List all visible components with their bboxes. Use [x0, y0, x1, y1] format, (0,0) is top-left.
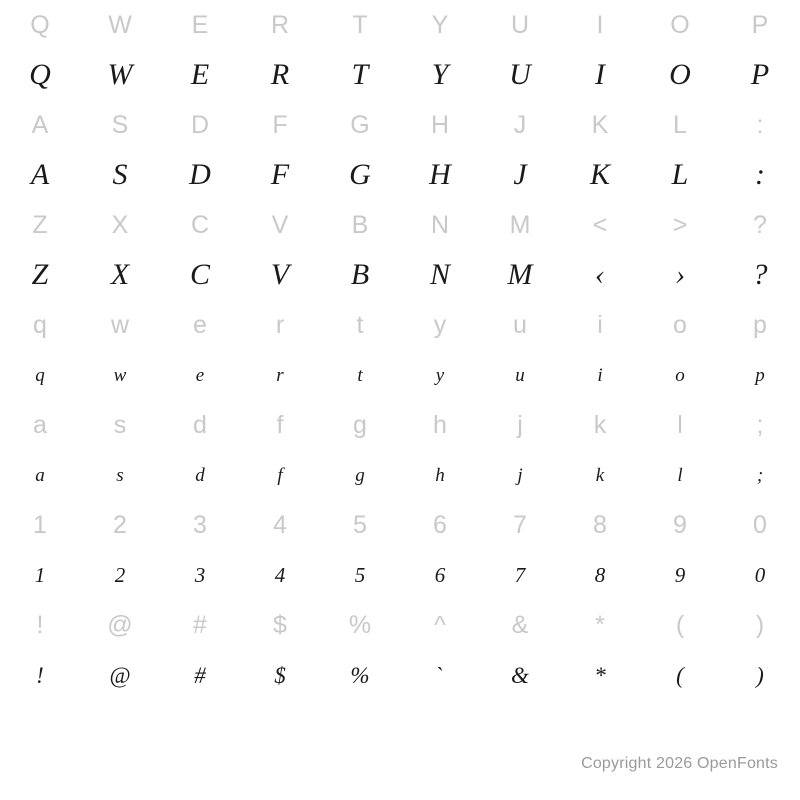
key-label: !: [36, 610, 44, 639]
glyph-sample: &: [511, 662, 529, 688]
key-label: D: [190, 110, 210, 139]
glyph-sample: k: [595, 464, 605, 486]
glyph-sample: ›: [675, 258, 685, 291]
key-label: @: [107, 610, 133, 639]
key-label: V: [271, 210, 289, 239]
glyph-sample: q: [35, 364, 45, 386]
key-label: F: [272, 110, 288, 139]
glyph-sample: f: [277, 464, 283, 486]
glyph-sample: @: [109, 662, 131, 688]
glyph-sample: 5: [354, 562, 366, 587]
glyph-sample: e: [195, 364, 205, 386]
glyph-sample: ;: [756, 464, 764, 486]
glyph-sample: 1: [34, 562, 46, 587]
key-label: Y: [431, 10, 449, 39]
key-label: $: [273, 610, 287, 639]
glyph-sample: h: [435, 464, 445, 486]
glyph-sample: K: [589, 158, 610, 191]
key-label: #: [193, 610, 207, 639]
key-label: H: [430, 110, 450, 139]
glyph-sample: 8: [594, 562, 606, 587]
key-label: K: [591, 110, 609, 139]
glyph-sample: p: [755, 364, 765, 386]
glyph-sample: a: [35, 464, 45, 486]
key-label: k: [593, 410, 607, 439]
glyph-sample: l: [677, 464, 683, 486]
key-label: (: [675, 610, 685, 639]
glyph-sample: N: [429, 258, 450, 291]
key-label: I: [596, 10, 604, 39]
glyph-sample: J: [513, 158, 527, 191]
glyph-sample: X: [110, 258, 130, 291]
glyph-sample: !: [36, 662, 44, 688]
glyph-sample: 2: [114, 562, 126, 587]
glyph-sample: 6: [434, 562, 446, 587]
key-label: Z: [32, 210, 48, 239]
glyph-sample: (: [676, 662, 684, 688]
key-label: w: [110, 310, 130, 339]
key-label: 0: [753, 510, 767, 539]
key-label: g: [353, 410, 367, 439]
key-label: j: [517, 410, 523, 439]
key-label: *: [595, 610, 605, 639]
key-label: 3: [193, 510, 207, 539]
glyph-sample: i: [597, 364, 603, 386]
glyph-sample: #: [194, 662, 206, 688]
glyph-sample: I: [595, 58, 605, 91]
glyph-sample: *: [594, 662, 606, 688]
key-label: o: [673, 310, 687, 339]
glyph-sample: g: [355, 464, 365, 486]
key-label: S: [111, 110, 129, 139]
glyph-sample: W: [107, 58, 133, 91]
key-label: h: [433, 410, 447, 439]
glyph-sample: 9: [674, 562, 686, 587]
key-label: ?: [753, 210, 767, 239]
key-label: B: [351, 210, 369, 239]
glyph-sample: 3: [194, 562, 206, 587]
glyph-sample: G: [349, 158, 371, 191]
key-label: E: [191, 10, 209, 39]
key-label: ^: [434, 610, 446, 639]
glyph-sample: j: [517, 464, 523, 486]
copyright-notice: Copyright 2026 OpenFonts: [581, 755, 778, 772]
key-label: X: [111, 210, 129, 239]
glyph-sample: Q: [29, 58, 51, 91]
glyph-sample: u: [515, 364, 525, 386]
key-label: >: [672, 210, 688, 239]
key-label: 6: [433, 510, 447, 539]
key-label: ): [755, 610, 765, 639]
key-label: %: [348, 610, 372, 639]
key-label: G: [350, 110, 370, 139]
glyph-sample: d: [195, 464, 205, 486]
glyph-sample: s: [116, 464, 124, 486]
glyph-sample: D: [189, 158, 211, 191]
key-label: l: [677, 410, 683, 439]
glyph-sample: t: [357, 364, 363, 386]
key-label: 2: [113, 510, 127, 539]
key-label: 5: [353, 510, 367, 539]
key-label: e: [193, 310, 207, 339]
glyph-sample: $: [274, 662, 286, 688]
key-label: t: [356, 310, 364, 339]
key-label: T: [352, 10, 368, 39]
glyph-sample: P: [750, 58, 770, 91]
key-label: :: [756, 110, 764, 139]
glyph-sample: L: [671, 158, 689, 191]
glyph-sample: V: [270, 258, 290, 291]
glyph-sample: M: [507, 258, 533, 291]
glyph-sample: R: [270, 58, 290, 91]
glyph-sample: B: [350, 258, 370, 291]
glyph-sample: C: [189, 258, 210, 291]
key-label: 9: [673, 510, 687, 539]
key-label: q: [33, 310, 47, 339]
glyph-sample: :: [755, 158, 765, 191]
glyph-sample: %: [350, 662, 370, 688]
glyph-sample: o: [675, 364, 685, 386]
key-label: M: [509, 210, 531, 239]
key-label: &: [511, 610, 529, 639]
key-label: C: [190, 210, 210, 239]
key-label: R: [270, 10, 290, 39]
key-label: 8: [593, 510, 607, 539]
glyph-sample: H: [429, 158, 451, 191]
key-label: ;: [756, 410, 764, 439]
glyph-sample: F: [270, 158, 290, 191]
key-label: N: [430, 210, 450, 239]
glyph-sample: 7: [514, 562, 526, 587]
glyph-sample: 4: [274, 562, 286, 587]
key-label: f: [276, 410, 284, 439]
key-label: y: [433, 310, 447, 339]
glyph-sample: Y: [431, 58, 449, 91]
key-label: P: [751, 10, 769, 39]
key-label: 7: [513, 510, 527, 539]
key-label: r: [275, 310, 285, 339]
key-label: u: [513, 310, 527, 339]
glyph-sample: ˋ: [436, 662, 444, 688]
key-label: i: [597, 310, 603, 339]
key-label: d: [193, 410, 207, 439]
key-label: 4: [273, 510, 287, 539]
glyph-sample: U: [509, 58, 531, 91]
glyph-sample: ?: [752, 258, 768, 291]
glyph-sample: ‹: [595, 258, 605, 291]
glyph-sample: y: [435, 364, 445, 386]
glyph-sample: E: [190, 58, 210, 91]
key-label: Q: [30, 10, 50, 39]
glyph-sample: 0: [754, 562, 766, 587]
key-label: <: [592, 210, 608, 239]
glyph-sample: r: [276, 364, 284, 386]
key-label: J: [513, 110, 527, 139]
glyph-sample: A: [30, 158, 50, 191]
glyph-sample: Z: [31, 258, 49, 291]
key-label: O: [670, 10, 690, 39]
key-label: s: [113, 410, 127, 439]
glyph-sample: S: [112, 158, 128, 191]
glyph-sample: T: [351, 58, 369, 91]
key-label: U: [510, 10, 530, 39]
key-label: L: [673, 110, 687, 139]
key-label: 1: [33, 510, 47, 539]
key-label: p: [753, 310, 767, 339]
key-label: W: [108, 10, 132, 39]
glyph-sample: O: [669, 58, 691, 91]
key-label: A: [31, 110, 49, 139]
glyph-sample: ): [756, 662, 764, 688]
glyph-sample: w: [113, 364, 127, 386]
key-label: a: [33, 410, 47, 439]
